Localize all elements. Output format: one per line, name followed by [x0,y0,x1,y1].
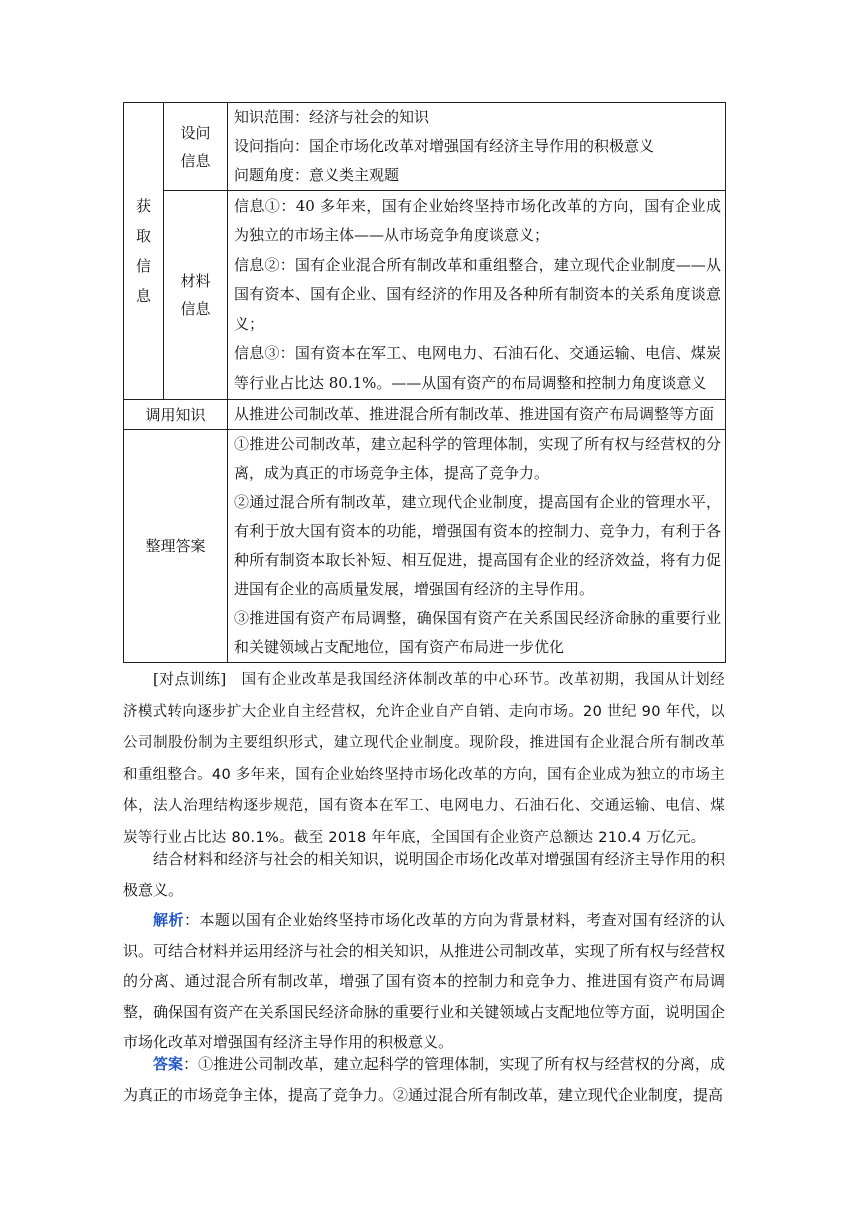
material-info-1: 信息①：40 多年来，国有企业始终坚持市场化改革的方向，国有企业成为独立的市场主体——从市场竞争角度谈意义； [234,196,721,245]
side-label-cell [124,103,164,400]
training-tag: [对点训练] [153,670,227,688]
answer-label: 整理答案 [124,430,228,663]
side-char: 信 [135,257,151,275]
answer-point-2: ②通过混合所有制改革，建立现代企业制度，提高国有企业的管理水平，有利于放大国有资本的功能，增强国有资本的控制力、竞争力，有利于各种所有制资本取长补短、相互促进，提高国有企业的经济效益，将有力促进国有企业的高质量发展，增强国有经济的主导作用。 [234,493,721,598]
question-direction: 设问指向：国企市场化改革对增强国有经济主导作用的积极意义 [234,137,655,155]
answer-row [124,430,726,663]
analysis-label: 解析 [153,911,184,929]
answer-paragraph [123,1049,725,1110]
side-char: 息 [135,287,151,305]
analysis-paragraph [123,905,725,1058]
answer-key-text: ：①推进公司制改革，建立起科学的管理体制，实现了所有权与经营权的分离，成为真正的市场竞争主体，提高了竞争力。②通过混合所有制改革，建立现代企业制度，提高 [123,1055,725,1104]
training-material [123,664,725,853]
info-table [123,102,726,663]
material-info-content [228,191,726,400]
side-char: 获 [135,197,151,215]
knowledge-row [124,400,726,430]
knowledge-scope: 知识范围：经济与社会的知识 [234,108,430,126]
material-info-3: 信息③：国有资本在军工、电网电力、石油石化、交通运输、电信、煤炭等行业占比达 80.1%。——从国有资产的布局调整和控制力角度谈意义 [234,344,721,392]
question-angle: 问题角度：意义类主观题 [234,166,400,184]
material-info-label: 材料 信息 [164,191,228,400]
answer-point-3: ③推进国有资产布局调整，确保国有资产在关系国民经济命脉的重要行业和关键领域占支配地位，国有资产布局进一步优化 [234,609,721,656]
question-info-label: 设问 信息 [164,103,228,191]
answer-content [228,430,726,663]
material-info-2: 信息②：国有企业混合所有制改革和重组整合，建立现代企业制度——从国有资本、国有企业、国有经济的作用及各种所有制资本的关系角度谈意义； [234,255,721,333]
answer-key-label: 答案 [153,1055,184,1073]
training-question: 结合材料和经济与社会的相关知识，说明国企市场化改革对增强国有经济主导作用的积极意义。 [123,850,725,899]
knowledge-content: 从推进公司制改革、推进混合所有制改革、推进国有资产布局调整等方面 [228,400,726,430]
side-char: 取 [135,227,151,245]
knowledge-label: 调用知识 [124,400,228,430]
question-info-content [228,103,726,191]
question-info-row [124,103,726,191]
material-info-row [124,191,726,400]
answer-point-1: ①推进公司制改革，建立起科学的管理体制，实现了所有权与经营权的分离，成为真正的市场竞争主体，提高了竞争力。 [234,435,721,482]
analysis-text: ：本题以国有企业始终坚持市场化改革的方向为背景材料，考查对国有经济的认识。可结合材料并运用经济与社会的相关知识，从推进公司制改革，实现了所有权与经营权的分离、通过混合所有制改革，增强了国有资本的控制力和竞争力、推进国有资产布局调整，确保国有资产在关系国民经济命脉的重要行业和关键领域占支配地位等方面，说明国企市场化改革对增强国有经济主导作用的积极意义。 [123,911,725,1051]
training-material-text: 国有企业改革是我国经济体制改革的中心环节。改革初期，我国从计划经济模式转向逐步扩大企业自主经营权，允许企业自产自销、走向市场。20 世纪 90 年代，以公司制股份制为主要组织形式，建立现代企业制度。现阶段，推进国有企业混合所有制改革和重组整合。40 多年来，国有企业始终坚持市场化改革的方向，国有企业成为独立的市场主体，法人治理结构逐步规范，国有资本在军工、电网电力、石油石化、交通运输、电信、煤炭等行业占比达 80.1%。截至 2018 年年底，全国国有企业资产总额达 210.4 万亿元。 [123,672,725,846]
